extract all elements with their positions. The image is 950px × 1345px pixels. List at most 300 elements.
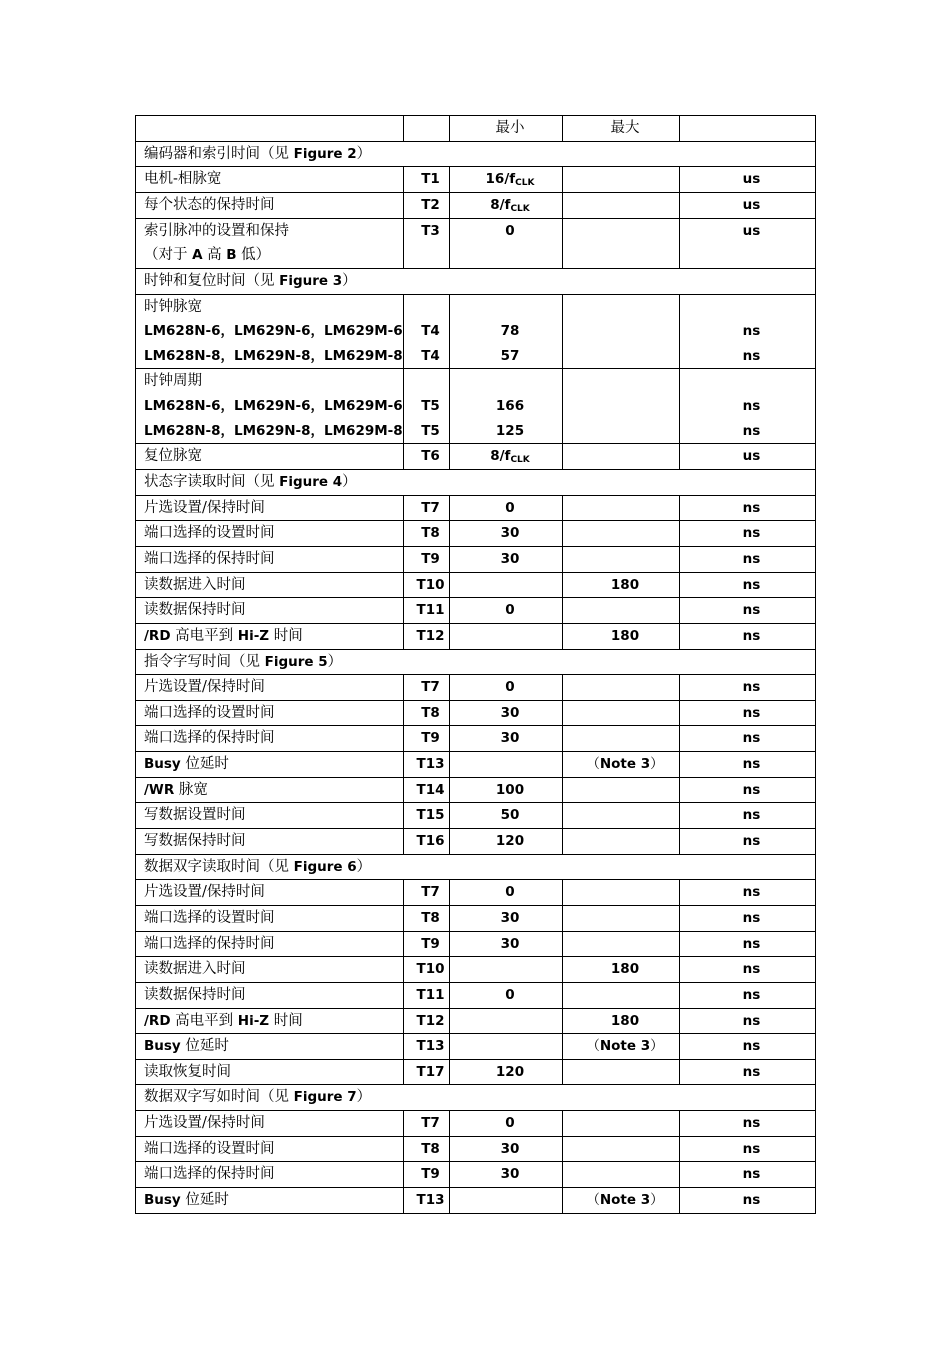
symbol-value: T11 (416, 602, 445, 619)
unit-cell (680, 218, 816, 268)
max-value (571, 701, 679, 726)
unit-cell (680, 1111, 816, 1137)
table-row (136, 1188, 816, 1214)
max-value: 180 (610, 576, 640, 593)
section-title: 时钟和复位时间（见 Figure 3） (136, 268, 816, 294)
max-value (571, 344, 679, 369)
symbol-cell (404, 752, 450, 778)
unit-value: us (742, 196, 761, 213)
symbol-cell (404, 572, 450, 598)
min-value (458, 444, 562, 469)
param-line: 时钟脉宽 (144, 298, 202, 315)
header-max: 最大 (563, 116, 680, 142)
param-line: LM628N-8，LM629N-8，LM629M-8 (144, 422, 403, 439)
min-cell (450, 369, 563, 444)
table-row (136, 1136, 816, 1162)
max-value: 180 (610, 627, 640, 644)
param-line: 端口选择的设置时间 (144, 525, 275, 542)
unit-value: ns (742, 961, 761, 978)
param-cell (136, 294, 404, 369)
symbol-cell (404, 167, 450, 193)
param-cell (136, 521, 404, 547)
symbol-value: T6 (421, 448, 440, 465)
table-row (136, 1034, 816, 1060)
table-row (136, 905, 816, 931)
symbol-value: T8 (421, 1140, 440, 1157)
param-cell (136, 931, 404, 957)
min-cell (450, 752, 563, 778)
unit-cell (680, 982, 816, 1008)
symbol-cell (404, 829, 450, 855)
param-line: LM628N-8，LM629N-8，LM629M-8 (144, 347, 403, 364)
max-value (571, 1137, 679, 1162)
max-cell (563, 623, 680, 649)
min-cell (450, 931, 563, 957)
table-row (136, 803, 816, 829)
section-title: 数据双字读取时间（见 Figure 6） (136, 854, 816, 880)
min-value (458, 295, 562, 320)
table-row (136, 167, 816, 193)
max-cell (563, 1188, 680, 1214)
max-value (571, 496, 679, 521)
unit-value: us (742, 448, 761, 465)
min-cell (450, 1034, 563, 1060)
param-line: 读取恢复时间 (144, 1063, 231, 1080)
unit-value: us (742, 222, 761, 239)
param-cell (136, 598, 404, 624)
param-line: 读数据进入时间 (144, 961, 246, 978)
param-line: 端口选择的保持时间 (144, 730, 275, 747)
min-value (458, 193, 562, 218)
param-cell (136, 1136, 404, 1162)
unit-value: ns (742, 807, 761, 824)
symbol-cell (404, 623, 450, 649)
table-row (136, 777, 816, 803)
unit-cell (680, 546, 816, 572)
param-line: 读数据保持时间 (144, 602, 246, 619)
param-line: 写数据保持时间 (144, 833, 246, 850)
min-value: 50 (500, 807, 520, 824)
unit-value: ns (742, 422, 761, 439)
min-cell (450, 1136, 563, 1162)
unit-value: ns (742, 1038, 761, 1055)
max-cell (563, 495, 680, 521)
symbol-cell (404, 218, 450, 268)
symbol-value: T4 (421, 347, 440, 364)
param-line: 每个状态的保持时间 (144, 196, 275, 213)
max-value (571, 778, 679, 803)
unit-cell (680, 829, 816, 855)
table-row (136, 931, 816, 957)
param-cell (136, 192, 404, 218)
param-cell (136, 880, 404, 906)
section-header-row (136, 1085, 816, 1111)
min-value: 100 (495, 781, 525, 798)
min-value: 30 (500, 1166, 520, 1183)
unit-value: ns (742, 323, 761, 340)
min-value: 30 (500, 909, 520, 926)
unit-value: ns (742, 1192, 761, 1209)
max-cell (563, 1008, 680, 1034)
table-row (136, 572, 816, 598)
table-row (136, 957, 816, 983)
min-value: 0 (505, 499, 515, 516)
min-value-subscript: CLK (510, 455, 530, 466)
table-row (136, 726, 816, 752)
min-value-main: 8/f (490, 448, 511, 465)
symbol-value: T1 (421, 171, 440, 188)
min-value (458, 1034, 562, 1059)
param-line: 片选设置/保持时间 (144, 679, 265, 696)
max-value (571, 547, 679, 572)
min-cell (450, 905, 563, 931)
max-cell (563, 598, 680, 624)
symbol-value: T13 (416, 1192, 445, 1209)
symbol-cell (404, 880, 450, 906)
unit-value: ns (742, 935, 761, 952)
unit-value: ns (742, 704, 761, 721)
symbol-value: T11 (416, 986, 445, 1003)
unit-value (688, 369, 815, 394)
min-value: 30 (500, 704, 520, 721)
symbol-cell (404, 1136, 450, 1162)
symbol-value: T14 (416, 781, 445, 798)
max-cell (563, 1111, 680, 1137)
max-value: 180 (610, 1012, 640, 1029)
max-value (571, 1111, 679, 1136)
symbol-value: T7 (421, 884, 440, 901)
section-title: 状态字读取时间（见 Figure 4） (136, 470, 816, 496)
section-header-row (136, 649, 816, 675)
max-cell (563, 803, 680, 829)
min-cell (450, 598, 563, 624)
symbol-value: T15 (416, 807, 445, 824)
min-cell (450, 444, 563, 470)
table-row (136, 982, 816, 1008)
param-line: 写数据设置时间 (144, 807, 246, 824)
symbol-cell (404, 726, 450, 752)
symbol-cell (404, 369, 450, 444)
unit-value: ns (742, 347, 761, 364)
param-cell (136, 1162, 404, 1188)
param-cell (136, 675, 404, 701)
min-cell (450, 218, 563, 268)
symbol-value: T9 (421, 935, 440, 952)
unit-value: ns (742, 756, 761, 773)
param-cell (136, 829, 404, 855)
param-cell (136, 572, 404, 598)
min-value: 30 (500, 730, 520, 747)
symbol-value: T13 (416, 756, 445, 773)
param-cell (136, 700, 404, 726)
max-cell (563, 572, 680, 598)
unit-value: ns (742, 1012, 761, 1029)
table-row (136, 369, 816, 444)
unit-cell (680, 623, 816, 649)
symbol-cell (404, 777, 450, 803)
unit-cell (680, 700, 816, 726)
min-value: 30 (500, 525, 520, 542)
min-value: 57 (500, 347, 520, 364)
min-cell (450, 1059, 563, 1085)
section-title: 数据双字写如时间（见 Figure 7） (136, 1085, 816, 1111)
param-line: /WR 脉宽 (144, 781, 208, 798)
param-cell (136, 1059, 404, 1085)
param-cell (136, 495, 404, 521)
min-cell (450, 521, 563, 547)
unit-value (688, 295, 815, 320)
param-cell (136, 905, 404, 931)
unit-value: ns (742, 1140, 761, 1157)
header-min: 最小 (450, 116, 563, 142)
min-cell (450, 546, 563, 572)
param-cell (136, 444, 404, 470)
symbol-value: T9 (421, 730, 440, 747)
param-line: 片选设置/保持时间 (144, 884, 265, 901)
max-value (571, 369, 679, 394)
param-cell (136, 369, 404, 444)
min-cell (450, 675, 563, 701)
min-value: 30 (500, 1140, 520, 1157)
table-row (136, 829, 816, 855)
param-line: 片选设置/保持时间 (144, 1115, 265, 1132)
symbol-cell (404, 1008, 450, 1034)
param-cell (136, 167, 404, 193)
param-cell (136, 752, 404, 778)
max-cell (563, 700, 680, 726)
unit-value: ns (742, 1063, 761, 1080)
unit-value: ns (742, 550, 761, 567)
min-value: 0 (505, 1115, 515, 1132)
min-value: 166 (495, 398, 525, 415)
param-line: /RD 高电平到 Hi-Z 时间 (144, 627, 303, 644)
unit-value: ns (742, 730, 761, 747)
min-cell (450, 1188, 563, 1214)
symbol-cell (404, 803, 450, 829)
symbol-value: T12 (416, 627, 445, 644)
unit-cell (680, 294, 816, 369)
unit-cell (680, 803, 816, 829)
max-value (571, 319, 679, 344)
min-cell (450, 192, 563, 218)
min-value: 0 (505, 986, 515, 1003)
table-row (136, 598, 816, 624)
symbol-cell (404, 294, 450, 369)
param-cell (136, 982, 404, 1008)
unit-cell (680, 572, 816, 598)
max-value (571, 167, 679, 192)
param-cell (136, 218, 404, 268)
max-value (571, 726, 679, 751)
max-value (571, 983, 679, 1008)
symbol-value: T12 (416, 1012, 445, 1029)
param-line: Busy 位延时 (144, 756, 229, 773)
min-cell (450, 495, 563, 521)
unit-cell (680, 905, 816, 931)
unit-value: ns (742, 602, 761, 619)
symbol-cell (404, 982, 450, 1008)
table-row (136, 1059, 816, 1085)
min-value (458, 167, 562, 192)
unit-cell (680, 192, 816, 218)
table-row (136, 546, 816, 572)
param-line: 端口选择的保持时间 (144, 1166, 275, 1183)
max-value (571, 803, 679, 828)
symbol-cell (404, 1059, 450, 1085)
param-line: 端口选择的保持时间 (144, 550, 275, 567)
param-line: 读数据进入时间 (144, 576, 246, 593)
max-value (571, 1060, 679, 1085)
symbol-value: T8 (421, 909, 440, 926)
min-cell (450, 777, 563, 803)
unit-value: ns (742, 679, 761, 696)
max-cell (563, 931, 680, 957)
max-cell (563, 218, 680, 268)
unit-value: us (742, 171, 761, 188)
symbol-cell (404, 546, 450, 572)
max-value (571, 880, 679, 905)
unit-value: ns (742, 909, 761, 926)
max-cell (563, 829, 680, 855)
min-value: 0 (505, 884, 515, 901)
symbol-value: T7 (421, 679, 440, 696)
max-value: （Note 3） (586, 756, 664, 773)
unit-value (688, 243, 815, 268)
min-value (458, 369, 562, 394)
unit-cell (680, 1034, 816, 1060)
section-title: 指令字写时间（见 Figure 5） (136, 649, 816, 675)
max-cell (563, 546, 680, 572)
param-cell (136, 546, 404, 572)
symbol-value: T8 (421, 704, 440, 721)
max-value (571, 394, 679, 419)
unit-cell (680, 444, 816, 470)
param-cell (136, 623, 404, 649)
min-value-main: 16/f (485, 171, 516, 188)
table-row (136, 1162, 816, 1188)
max-cell (563, 726, 680, 752)
unit-cell (680, 1136, 816, 1162)
symbol-cell (404, 1162, 450, 1188)
symbol-cell (404, 905, 450, 931)
unit-cell (680, 957, 816, 983)
max-cell (563, 1136, 680, 1162)
max-value (571, 219, 679, 244)
min-cell (450, 726, 563, 752)
max-cell (563, 1059, 680, 1085)
table-row (136, 444, 816, 470)
unit-cell (680, 167, 816, 193)
max-cell (563, 192, 680, 218)
symbol-cell (404, 1188, 450, 1214)
unit-value: ns (742, 1166, 761, 1183)
min-value (458, 752, 562, 777)
unit-cell (680, 777, 816, 803)
max-cell (563, 905, 680, 931)
param-cell (136, 1034, 404, 1060)
unit-value: ns (742, 627, 761, 644)
param-line: LM628N-6，LM629N-6，LM629M-6 (144, 398, 403, 415)
min-cell (450, 957, 563, 983)
min-cell (450, 572, 563, 598)
param-cell (136, 777, 404, 803)
min-cell (450, 294, 563, 369)
max-value: 180 (610, 961, 640, 978)
min-cell (450, 880, 563, 906)
symbol-cell (404, 1034, 450, 1060)
min-value: 78 (500, 323, 520, 340)
max-cell (563, 444, 680, 470)
min-cell (450, 982, 563, 1008)
max-cell (563, 752, 680, 778)
max-value (571, 906, 679, 931)
symbol-value: T10 (416, 576, 445, 593)
unit-value: ns (742, 1115, 761, 1132)
unit-cell (680, 752, 816, 778)
param-cell (136, 803, 404, 829)
param-line: Busy 位延时 (144, 1038, 229, 1055)
param-line: 索引脉冲的设置和保持 (144, 222, 289, 239)
symbol-cell (404, 700, 450, 726)
min-value (458, 243, 562, 268)
max-cell (563, 777, 680, 803)
param-cell (136, 957, 404, 983)
unit-cell (680, 495, 816, 521)
min-cell (450, 167, 563, 193)
symbol-cell (404, 495, 450, 521)
unit-value: ns (742, 833, 761, 850)
unit-cell (680, 675, 816, 701)
symbol-value: T4 (421, 323, 440, 340)
symbol-value: T7 (421, 1115, 440, 1132)
param-line: 时钟周期 (144, 373, 202, 390)
symbol-value: T8 (421, 525, 440, 542)
timing-spec-table (135, 115, 816, 1214)
unit-cell (680, 1162, 816, 1188)
max-value (571, 829, 679, 854)
symbol-value: T10 (416, 961, 445, 978)
table-row (136, 1008, 816, 1034)
unit-cell (680, 598, 816, 624)
symbol-value: T3 (421, 222, 440, 239)
min-value: 30 (500, 935, 520, 952)
header-symbol (404, 116, 450, 142)
max-value (571, 932, 679, 957)
max-cell (563, 982, 680, 1008)
symbol-value: T17 (416, 1063, 445, 1080)
table-row (136, 294, 816, 369)
symbol-value: T16 (416, 833, 445, 850)
table-row (136, 218, 816, 268)
table-row (136, 623, 816, 649)
section-header-row (136, 141, 816, 167)
max-value (571, 675, 679, 700)
param-line: 端口选择的设置时间 (144, 909, 275, 926)
param-line: 端口选择的设置时间 (144, 704, 275, 721)
unit-cell (680, 1188, 816, 1214)
table-row (136, 1111, 816, 1137)
max-cell (563, 1162, 680, 1188)
unit-value: ns (742, 781, 761, 798)
param-line: /RD 高电平到 Hi-Z 时间 (144, 1012, 303, 1029)
symbol-value (412, 369, 449, 394)
min-value-main: 8/f (490, 196, 511, 213)
min-value: 0 (505, 602, 515, 619)
symbol-cell (404, 1111, 450, 1137)
param-cell (136, 726, 404, 752)
symbol-cell (404, 957, 450, 983)
unit-value: ns (742, 986, 761, 1003)
